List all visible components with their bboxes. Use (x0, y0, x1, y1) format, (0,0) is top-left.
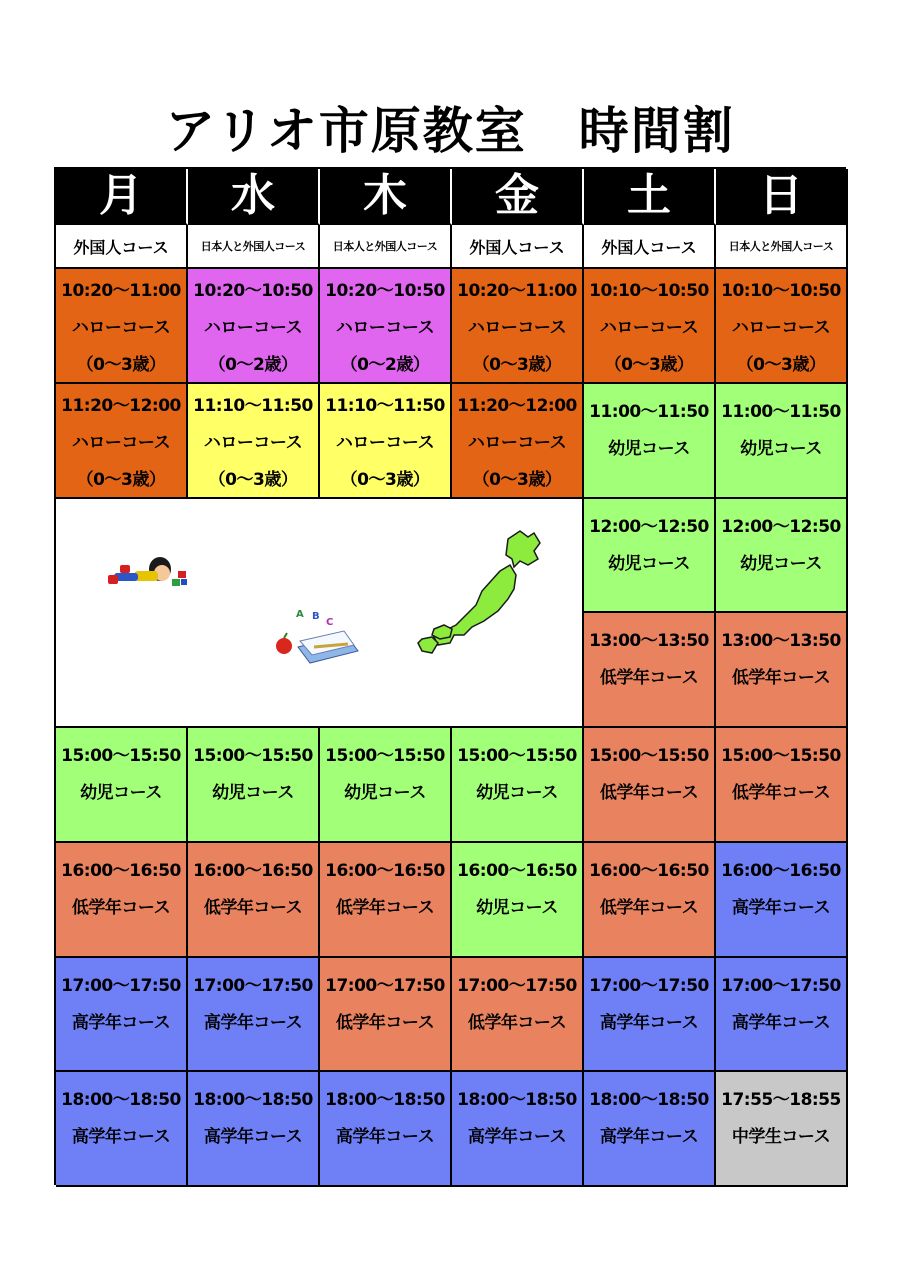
slot-time: 18:00～18:50 (193, 1090, 313, 1111)
slot-sat-5 (584, 728, 716, 843)
slot-course: ハローコース (203, 318, 303, 338)
slot-time: 17:00～17:50 (457, 975, 577, 996)
slot-time: 16:00～16:50 (457, 860, 577, 881)
slot-course: 中学生コース (731, 1127, 831, 1148)
slot-course: 低学年コース (203, 897, 303, 918)
slot-course: 高学年コース (731, 897, 831, 918)
slot-mon-2 (56, 384, 188, 499)
slot-time: 15:00～15:50 (589, 746, 709, 766)
slot-sat-1 (584, 269, 716, 384)
slot-age: （0～3歳） (76, 469, 166, 490)
slot-time: 15:00～15:50 (193, 746, 313, 766)
slot-fri-1 (452, 269, 584, 384)
slot-time: 16:00～16:50 (325, 860, 445, 881)
course-type-fri: 外国人コース (452, 225, 584, 269)
slot-age: （0～2歳） (340, 355, 430, 375)
slot-mon-5 (56, 728, 188, 843)
slot-course: ハローコース (71, 432, 171, 453)
slot-course: 低学年コース (335, 1012, 435, 1033)
slot-course: ハローコース (731, 318, 831, 338)
japan-map-illustration (418, 531, 540, 653)
slot-wed-5 (188, 728, 320, 843)
slot-age: （0～3歳） (736, 355, 826, 375)
slot-time: 17:00～17:50 (193, 975, 313, 996)
slot-mon-1 (56, 269, 188, 384)
slot-course: ハローコース (335, 318, 435, 338)
timetable (54, 167, 846, 1185)
slot-course: 幼児コース (476, 897, 558, 918)
slot-time: 12:00～12:50 (721, 516, 841, 537)
slot-age: （0～3歳） (472, 469, 562, 490)
day-header-sat: 土 (584, 169, 716, 225)
day-header-thu: 木 (320, 169, 452, 225)
abc-letter-c: C (326, 616, 334, 628)
slot-course: 幼児コース (476, 783, 558, 803)
slot-time: 16:00～16:50 (61, 860, 181, 881)
slot-sun-8 (716, 1072, 848, 1187)
slot-time: 10:20～10:50 (325, 281, 445, 301)
slot-age: （0～2歳） (208, 355, 298, 375)
slot-course: 高学年コース (599, 1012, 699, 1033)
slot-time: 11:10～11:50 (193, 395, 313, 416)
page-title: アリオ市原教室 時間割 (165, 102, 735, 160)
slot-fri-8 (452, 1072, 584, 1187)
slot-sun-2 (716, 384, 848, 499)
slot-course: 幼児コース (740, 553, 822, 574)
slot-wed-8 (188, 1072, 320, 1187)
slot-course: 高学年コース (467, 1127, 567, 1148)
day-header-sun: 日 (716, 169, 848, 225)
slot-time: 17:00～17:50 (325, 975, 445, 996)
day-header-fri: 金 (452, 169, 584, 225)
slot-time: 17:00～17:50 (589, 975, 709, 996)
slot-course: 低学年コース (71, 897, 171, 918)
slot-course: 低学年コース (599, 783, 699, 803)
slot-time: 15:00～15:50 (325, 746, 445, 766)
slot-time: 11:00～11:50 (721, 401, 841, 422)
slot-time: 18:00～18:50 (589, 1090, 709, 1111)
slot-time: 15:00～15:50 (457, 746, 577, 766)
slot-course: 幼児コース (80, 783, 162, 803)
slot-sun-5 (716, 728, 848, 843)
slot-thu-6 (320, 843, 452, 958)
slot-wed-1 (188, 269, 320, 384)
slot-thu-5 (320, 728, 452, 843)
slot-time: 12:00～12:50 (589, 516, 709, 537)
slot-wed-2 (188, 384, 320, 499)
slot-time: 18:00～18:50 (61, 1090, 181, 1111)
slot-course: ハローコース (335, 432, 435, 453)
slot-age: （0～3歳） (208, 469, 298, 490)
slot-time: 18:00～18:50 (325, 1090, 445, 1111)
slot-time: 10:10～10:50 (589, 281, 709, 301)
slot-fri-5 (452, 728, 584, 843)
slot-course: ハローコース (467, 432, 567, 453)
slot-course: 高学年コース (599, 1127, 699, 1148)
slot-sat-8 (584, 1072, 716, 1187)
slot-thu-2 (320, 384, 452, 499)
slot-course: 幼児コース (740, 438, 822, 459)
slot-course: 幼児コース (344, 783, 426, 803)
slot-time: 15:00～15:50 (61, 746, 181, 766)
slot-fri-7 (452, 958, 584, 1073)
slot-sun-7 (716, 958, 848, 1073)
course-type-thu: 日本人と外国人コース (320, 225, 452, 269)
slot-sat-6 (584, 843, 716, 958)
slot-time: 11:20～12:00 (61, 395, 181, 416)
slot-course: 幼児コース (608, 438, 690, 459)
illustration-area (56, 499, 584, 729)
slot-time: 17:55～18:55 (721, 1090, 841, 1111)
slot-course: 低学年コース (599, 668, 699, 689)
slot-course: 高学年コース (731, 1012, 831, 1033)
slot-time: 17:00～17:50 (721, 975, 841, 996)
slot-sat-7 (584, 958, 716, 1073)
course-type-sun: 日本人と外国人コース (716, 225, 848, 269)
slot-time: 13:00～13:50 (589, 631, 709, 652)
slot-time: 18:00～18:50 (457, 1090, 577, 1111)
slot-course: 低学年コース (335, 897, 435, 918)
illustration-canvas (56, 499, 582, 727)
slot-course: 高学年コース (71, 1012, 171, 1033)
day-header-mon: 月 (56, 169, 188, 225)
slot-course: 高学年コース (203, 1012, 303, 1033)
slot-thu-1 (320, 269, 452, 384)
abc-letter-a: A (296, 608, 304, 620)
slot-sun-3 (716, 499, 848, 614)
slot-time: 16:00～16:50 (193, 860, 313, 881)
slot-course: 低学年コース (467, 1012, 567, 1033)
slot-course: 幼児コース (608, 553, 690, 574)
slot-course: 高学年コース (335, 1127, 435, 1148)
slot-time: 11:10～11:50 (325, 395, 445, 416)
slot-time: 13:00～13:50 (721, 631, 841, 652)
slot-time: 11:00～11:50 (589, 401, 709, 422)
abc-letter-b: B (312, 610, 320, 622)
slot-mon-7 (56, 958, 188, 1073)
slot-course: 低学年コース (599, 897, 699, 918)
slot-time: 16:00～16:50 (721, 860, 841, 881)
slot-time: 10:20～11:00 (457, 281, 577, 301)
slot-sat-4 (584, 613, 716, 728)
slot-course: ハローコース (599, 318, 699, 338)
slot-mon-8 (56, 1072, 188, 1187)
day-header-wed: 水 (188, 169, 320, 225)
slot-time: 11:20～12:00 (457, 395, 577, 416)
slot-course: 幼児コース (212, 783, 294, 803)
course-type-sat: 外国人コース (584, 225, 716, 269)
course-type-mon: 外国人コース (56, 225, 188, 269)
slot-wed-7 (188, 958, 320, 1073)
slot-time: 16:00～16:50 (589, 860, 709, 881)
slot-time: 10:10～10:50 (721, 281, 841, 301)
slot-time: 17:00～17:50 (61, 975, 181, 996)
slot-age: （0～3歳） (76, 355, 166, 375)
slot-sun-1 (716, 269, 848, 384)
abc-book-illustration (276, 609, 358, 663)
slot-fri-2 (452, 384, 584, 499)
slot-thu-7 (320, 958, 452, 1073)
slot-time: 10:20～11:00 (61, 281, 181, 301)
slot-mon-6 (56, 843, 188, 958)
slot-age: （0～3歳） (604, 355, 694, 375)
slot-thu-8 (320, 1072, 452, 1187)
slot-sat-3 (584, 499, 716, 614)
crawling-child-illustration (108, 557, 187, 586)
slot-wed-6 (188, 843, 320, 958)
slot-time: 15:00～15:50 (721, 746, 841, 766)
slot-sun-4 (716, 613, 848, 728)
slot-age: （0～3歳） (472, 355, 562, 375)
slot-sun-6 (716, 843, 848, 958)
slot-age: （0～3歳） (340, 469, 430, 490)
slot-course: 高学年コース (71, 1127, 171, 1148)
course-type-wed: 日本人と外国人コース (188, 225, 320, 269)
slot-course: ハローコース (203, 432, 303, 453)
slot-fri-6 (452, 843, 584, 958)
slot-time: 10:20～10:50 (193, 281, 313, 301)
slot-course: 低学年コース (731, 783, 831, 803)
slot-course: ハローコース (71, 318, 171, 338)
slot-course: ハローコース (467, 318, 567, 338)
slot-course: 高学年コース (203, 1127, 303, 1148)
slot-course: 低学年コース (731, 668, 831, 689)
slot-sat-2 (584, 384, 716, 499)
